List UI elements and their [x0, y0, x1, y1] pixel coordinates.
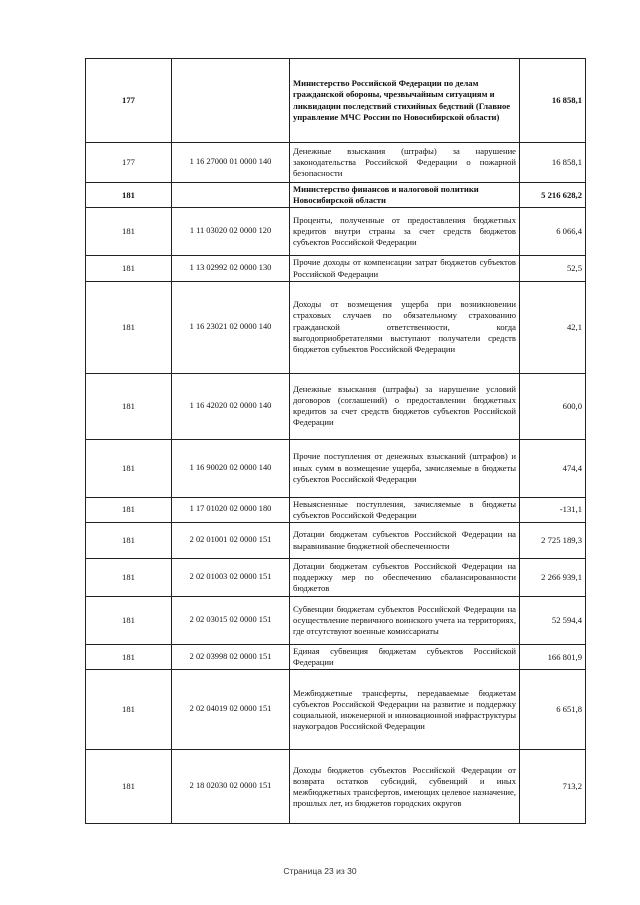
admin-code-cell: 181	[86, 523, 172, 559]
amount-cell: 6 651,8	[520, 670, 586, 750]
table-row	[86, 497, 586, 522]
table-row	[86, 143, 586, 183]
budget-code-cell: 2 02 03998 02 0000 151	[172, 645, 290, 670]
budget-table	[85, 58, 586, 824]
amount-cell: 16 858,1	[520, 143, 586, 183]
item-name-cell: Прочие поступления от денежных взысканий (штрафов) и иных сумм в возмещение ущерба, зачисляемые в бюджеты субъектов Российской Федерации	[290, 439, 520, 497]
amount-cell: 474,4	[520, 439, 586, 497]
table-row	[86, 559, 586, 597]
budget-code-cell: 1 11 03020 02 0000 120	[172, 208, 290, 256]
item-name-cell: Доходы от возмещения ущерба при возникновении страховых случаев по обязательному страхованию гражданской ответственности, когда выгодоприобретателями выступают получатели средств бюджетов субъектов Российской Федерации	[290, 281, 520, 373]
budget-code-cell: 1 16 23021 02 0000 140	[172, 281, 290, 373]
admin-code-cell: 181	[86, 183, 172, 208]
admin-code-cell: 181	[86, 559, 172, 597]
budget-code-cell: 1 16 42020 02 0000 140	[172, 373, 290, 439]
amount-cell: 2 266 939,1	[520, 559, 586, 597]
admin-code-cell: 177	[86, 59, 172, 143]
item-name-cell: Субвенции бюджетам субъектов Российской Федерации на осуществление первичного воинского учета на территориях, где отсутствуют военные комиссариаты	[290, 597, 520, 645]
table-row	[86, 59, 586, 143]
table-body	[86, 59, 586, 824]
item-name-cell: Дотации бюджетам субъектов Российской Федерации на выравнивание бюджетной обеспеченности	[290, 523, 520, 559]
admin-code-cell: 181	[86, 373, 172, 439]
amount-cell: 600,0	[520, 373, 586, 439]
table-row	[86, 523, 586, 559]
item-name-cell: Министерство Российской Федерации по делам гражданской обороны, чрезвычайным ситуациям и ликвидации последствий стихийных бедствий (Главное управление МЧС России по Новосибирской области)	[290, 59, 520, 143]
admin-code-cell: 181	[86, 670, 172, 750]
table-row	[86, 256, 586, 281]
amount-cell: -131,1	[520, 497, 586, 522]
page-number: Страница 23 из 30	[283, 866, 357, 876]
item-name-cell: Денежные взыскания (штрафы) за нарушение условий договоров (соглашений) о предоставлении бюджетных кредитов за счет средств бюджетов субъектов Российской Федерации	[290, 373, 520, 439]
admin-code-cell: 181	[86, 645, 172, 670]
table-row	[86, 670, 586, 750]
item-name-cell: Денежные взыскания (штрафы) за нарушение законодательства Российской Федерации о пожарной безопасности	[290, 143, 520, 183]
budget-code-cell: 2 02 03015 02 0000 151	[172, 597, 290, 645]
admin-code-cell: 181	[86, 597, 172, 645]
table-row	[86, 597, 586, 645]
budget-code-cell: 1 16 27000 01 0000 140	[172, 143, 290, 183]
amount-cell: 2 725 189,3	[520, 523, 586, 559]
budget-code-cell: 1 16 90020 02 0000 140	[172, 439, 290, 497]
budget-code-cell: 2 02 04019 02 0000 151	[172, 670, 290, 750]
budget-code-cell	[172, 59, 290, 143]
admin-code-cell: 181	[86, 497, 172, 522]
amount-cell: 42,1	[520, 281, 586, 373]
amount-cell: 6 066,4	[520, 208, 586, 256]
item-name-cell: Невыясненные поступления, зачисляемые в бюджеты субъектов Российской Федерации	[290, 497, 520, 522]
item-name-cell: Дотации бюджетам субъектов Российской Федерации на поддержку мер по обеспечению сбалансированности бюджетов	[290, 559, 520, 597]
item-name-cell: Проценты, полученные от предоставления бюджетных кредитов внутри страны за счет средств бюджетов субъектов Российской Федерации	[290, 208, 520, 256]
admin-code-cell: 177	[86, 143, 172, 183]
amount-cell: 52,5	[520, 256, 586, 281]
budget-code-cell: 1 13 02992 02 0000 130	[172, 256, 290, 281]
admin-code-cell: 181	[86, 208, 172, 256]
table-row	[86, 373, 586, 439]
item-name-cell: Министерство финансов и налоговой политики Новосибирской области	[290, 183, 520, 208]
page-footer	[0, 866, 640, 876]
table-row	[86, 208, 586, 256]
budget-code-cell: 2 02 01003 02 0000 151	[172, 559, 290, 597]
amount-cell: 5 216 628,2	[520, 183, 586, 208]
amount-cell: 52 594,4	[520, 597, 586, 645]
admin-code-cell: 181	[86, 439, 172, 497]
amount-cell: 166 801,9	[520, 645, 586, 670]
table-row	[86, 750, 586, 824]
admin-code-cell: 181	[86, 750, 172, 824]
item-name-cell: Доходы бюджетов субъектов Российской Федерации от возврата остатков субсидий, субвенций и иных межбюджетных трансфертов, имеющих целевое назначение, прошлых лет, из бюджетов городских округов	[290, 750, 520, 824]
admin-code-cell: 181	[86, 281, 172, 373]
table-row	[86, 645, 586, 670]
budget-code-cell: 1 17 01020 02 0000 180	[172, 497, 290, 522]
item-name-cell: Единая субвенция бюджетам субъектов Российской Федерации	[290, 645, 520, 670]
budget-code-cell	[172, 183, 290, 208]
table-row	[86, 183, 586, 208]
amount-cell: 16 858,1	[520, 59, 586, 143]
amount-cell: 713,2	[520, 750, 586, 824]
budget-code-cell: 2 18 02030 02 0000 151	[172, 750, 290, 824]
admin-code-cell: 181	[86, 256, 172, 281]
item-name-cell: Прочие доходы от компенсации затрат бюджетов субъектов Российской Федерации	[290, 256, 520, 281]
budget-code-cell: 2 02 01001 02 0000 151	[172, 523, 290, 559]
table-row	[86, 439, 586, 497]
item-name-cell: Межбюджетные трансферты, передаваемые бюджетам субъектов Российской Федерации на развитие и поддержку социальной, инженерной и инновационной инфраструктуры наукоградов Российской Федерации	[290, 670, 520, 750]
table-row	[86, 281, 586, 373]
